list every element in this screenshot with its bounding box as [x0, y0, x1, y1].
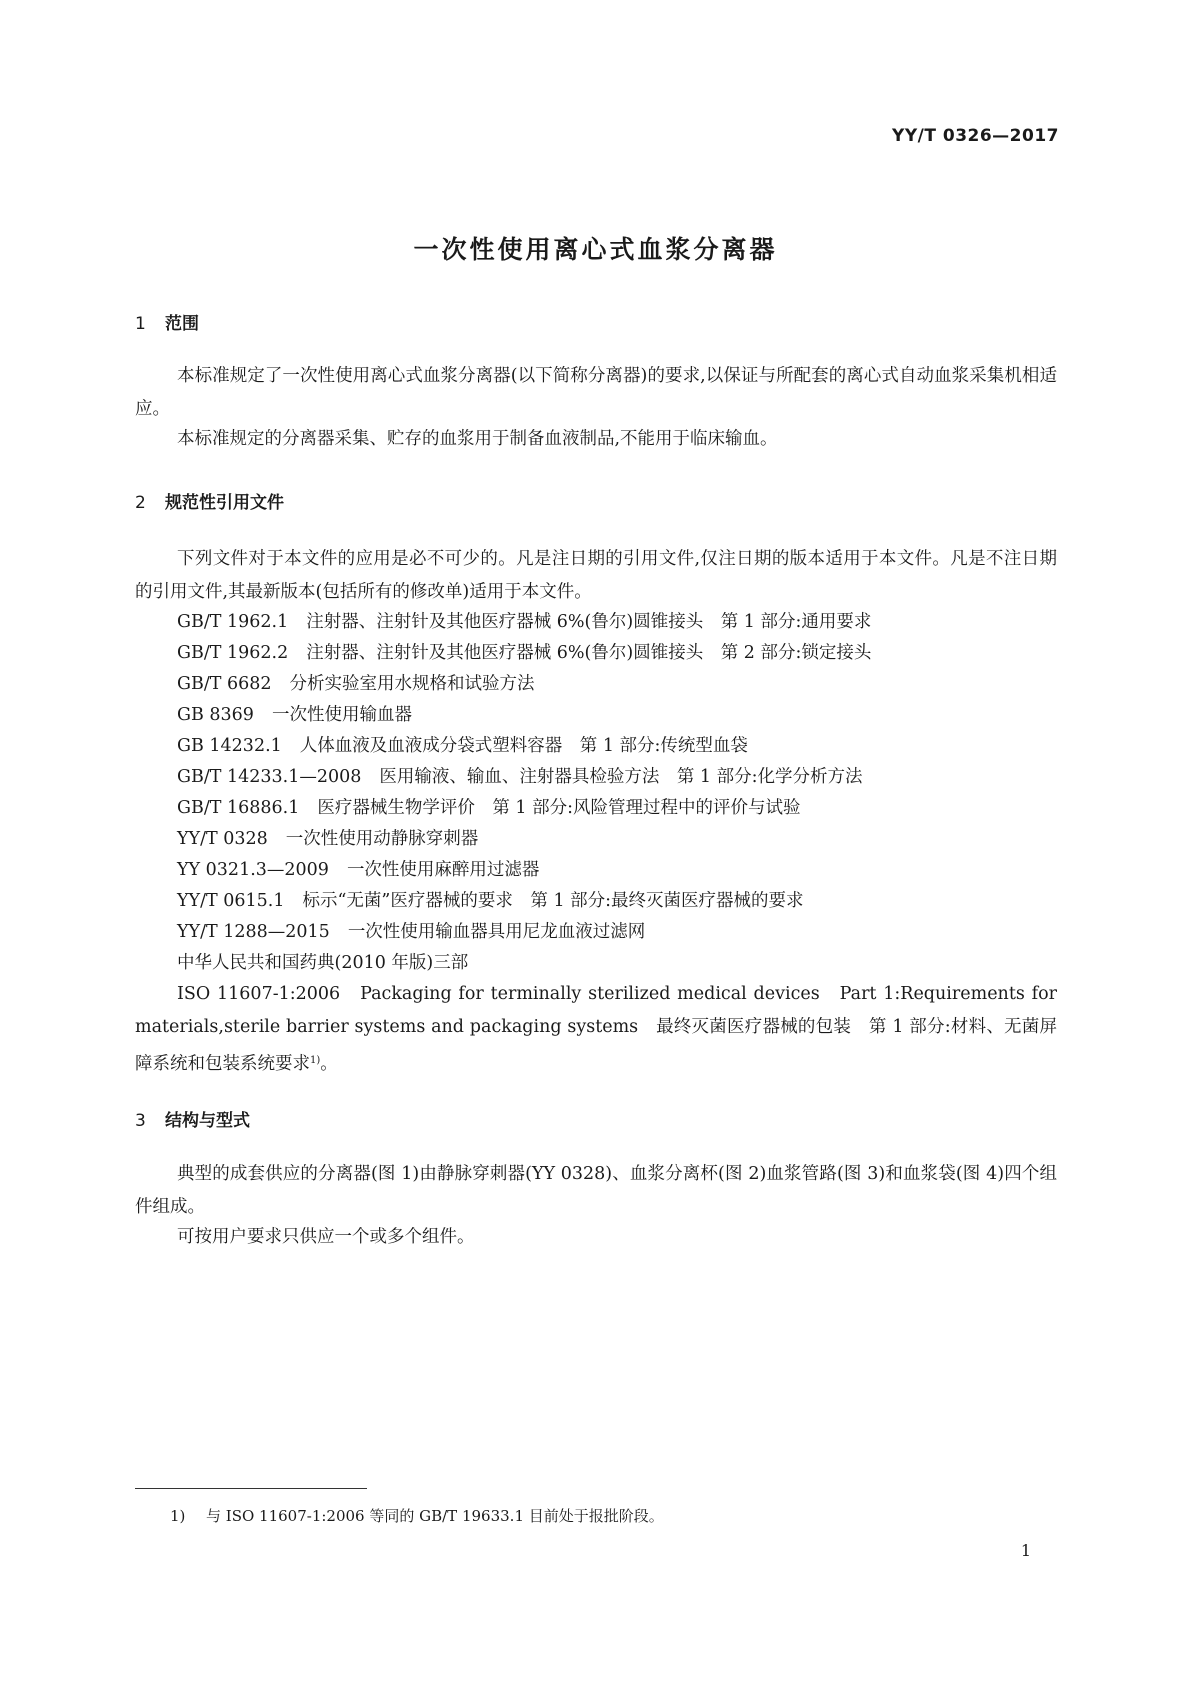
reference-code: GB/T 6682: [177, 674, 272, 694]
reference-item: [177, 823, 478, 856]
section-title: 规范性引用文件: [165, 493, 284, 513]
footnote-reference[interactable]: 1): [310, 1055, 321, 1066]
reference-title: 一次性使用输血器: [271, 705, 412, 725]
document-title: 一次性使用离心式血浆分离器: [413, 235, 778, 264]
section-title: 范围: [165, 314, 199, 334]
reference-title: 医疗器械生物学评价 第 1 部分:风险管理过程中的评价与试验: [317, 798, 801, 818]
page-number: 1: [1020, 1541, 1031, 1560]
reference-title: 一次性使用输血器具用尼龙血液过滤网: [347, 922, 646, 942]
section-3-heading: [135, 1106, 250, 1131]
section-number: 1: [135, 314, 146, 334]
section-title: 结构与型式: [165, 1111, 250, 1131]
section-3-paragraph: 可按用户要求只供应一个或多个组件。: [177, 1227, 475, 1247]
reference-item: [177, 606, 871, 639]
reference-code: GB/T 16886.1: [177, 798, 300, 818]
reference-title: 注射器、注射针及其他医疗器械 6%(鲁尔)圆锥接头 第 1 部分:通用要求: [306, 612, 872, 632]
reference-item: [177, 854, 539, 887]
reference-code: GB/T 1962.2: [177, 643, 289, 663]
footnote-divider: [135, 1488, 367, 1489]
reference-item: [177, 637, 871, 670]
reference-item: [177, 699, 412, 732]
iso-reference: [135, 978, 1057, 1081]
section-number: 3: [135, 1111, 146, 1131]
section-1-paragraph: 本标准规定了一次性使用离心式血浆分离器(以下简称分离器)的要求,以保证与所配套的离心式自动血浆采集机相适应。: [135, 366, 1057, 419]
section-3-paragraph: 典型的成套供应的分离器(图 1)由静脉穿刺器(YY 0328)、血浆分离杯(图 2)血浆管路(图 3)和血浆袋(图 4)四个组件组成。: [135, 1164, 1057, 1217]
reference-item: [177, 730, 748, 763]
section-2-intro: 下列文件对于本文件的应用是必不可少的。凡是注日期的引用文件,仅注日期的版本适用于本文件。凡是不注日期的引用文件,其最新版本(包括所有的修改单)适用于本文件。: [135, 549, 1057, 602]
reference-title: 标示“无菌”医疗器械的要求 第 1 部分:最终灭菌医疗器械的要求: [302, 891, 804, 911]
reference-item: [177, 885, 804, 918]
standard-code: YY/T 0326—2017: [892, 126, 1059, 146]
reference-item: [177, 761, 863, 794]
reference-item: [177, 916, 645, 949]
reference-code: GB/T 1962.1: [177, 612, 289, 632]
footnote-mark: 1): [170, 1507, 186, 1525]
iso-reference-end: 。: [320, 1054, 338, 1074]
reference-code: GB 8369: [177, 705, 254, 725]
section-number: 2: [135, 493, 146, 513]
reference-title: 一次性使用动静脉穿刺器: [285, 829, 479, 849]
reference-code: 中华人民共和国药典(2010 年版)三部: [177, 953, 469, 973]
section-1-paragraph: 本标准规定的分离器采集、贮存的血浆用于制备血液制品,不能用于临床输血。: [177, 429, 778, 449]
section-1-heading: [135, 309, 199, 334]
reference-title: 一次性使用麻醉用过滤器: [346, 860, 540, 880]
footnote-text: 与 ISO 11607-1:2006 等同的 GB/T 19633.1 目前处于报批阶段。: [206, 1507, 664, 1525]
reference-title: 人体血液及血液成分袋式塑料容器 第 1 部分:传统型血袋: [299, 736, 748, 756]
reference-title: 注射器、注射针及其他医疗器械 6%(鲁尔)圆锥接头 第 2 部分:锁定接头: [306, 643, 872, 663]
reference-code: GB/T 14233.1—2008: [177, 767, 362, 787]
reference-code: GB 14232.1: [177, 736, 282, 756]
reference-item: [177, 792, 801, 825]
reference-code: YY/T 0328: [177, 829, 268, 849]
reference-title: 分析实验室用水规格和试验方法: [289, 674, 535, 694]
footnote: [170, 1505, 664, 1526]
section-2-heading: [135, 488, 284, 513]
reference-code: YY/T 1288—2015: [177, 922, 330, 942]
iso-reference-text: ISO 11607-1:2006 Packaging for terminally sterilized medical devices Part 1:Requirements for materials,sterile barrier systems and packaging systems 最终灭菌医疗器械的包装 第 1 部分:材料、无菌屏障系统和包装系统要求: [135, 984, 1057, 1074]
reference-title: 医用输液、输血、注射器具检验方法 第 1 部分:化学分析方法: [379, 767, 863, 787]
reference-code: YY/T 0615.1: [177, 891, 285, 911]
reference-code: YY 0321.3—2009: [177, 860, 329, 880]
reference-item: [177, 668, 535, 701]
reference-item: [177, 947, 486, 980]
